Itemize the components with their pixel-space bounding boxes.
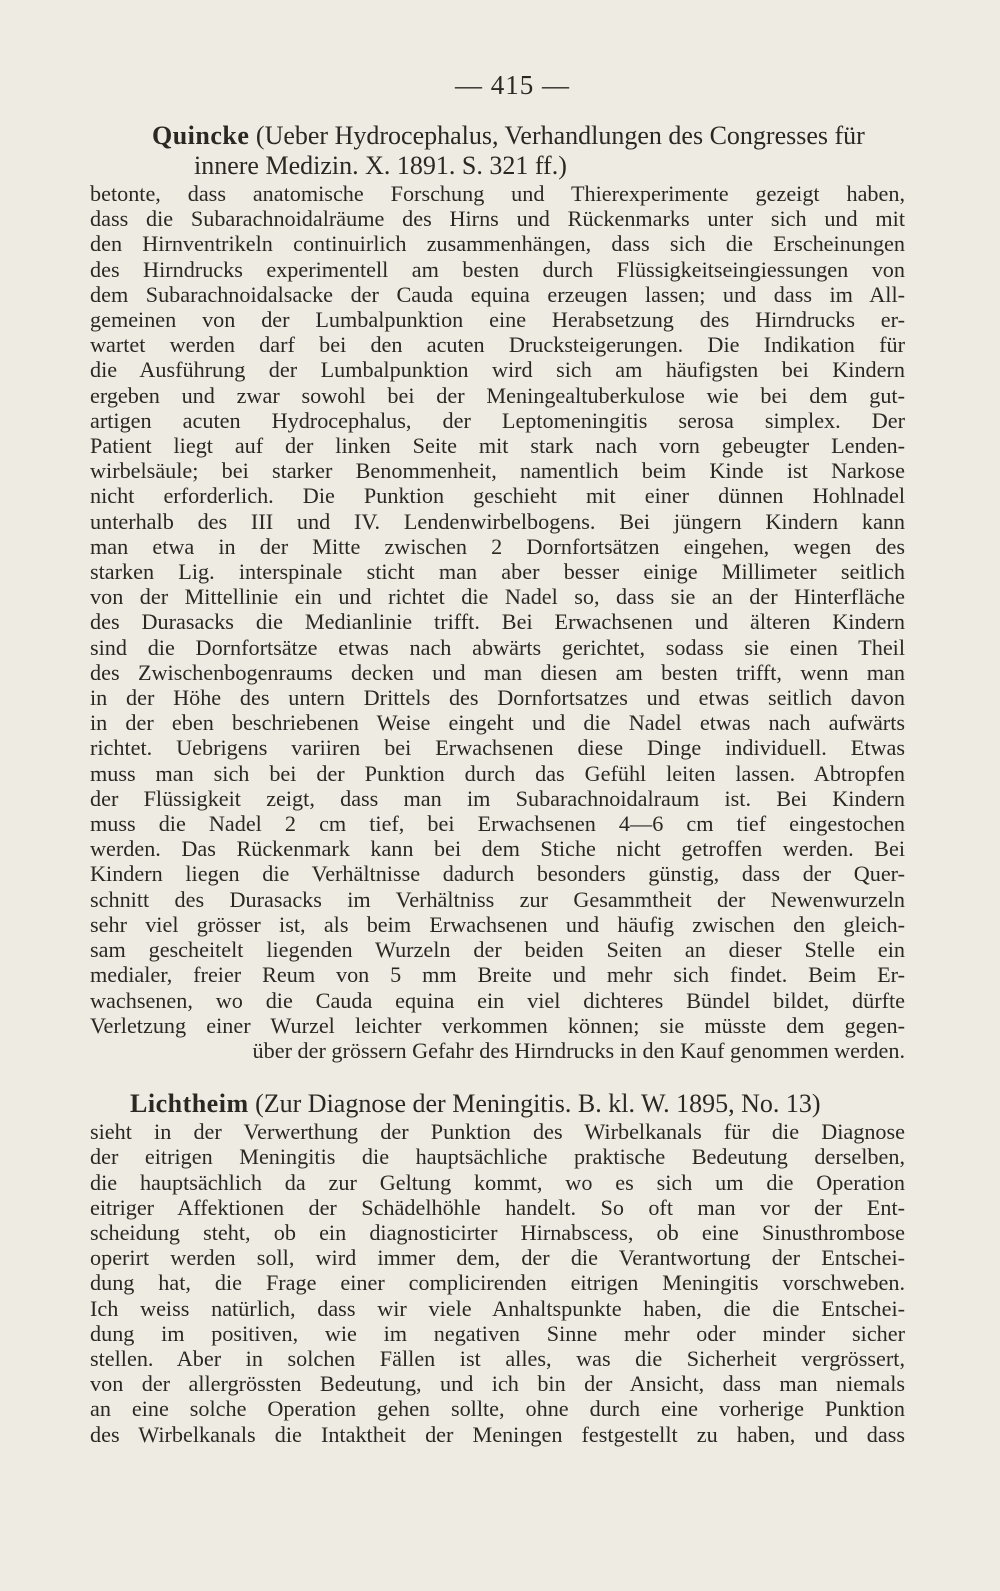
- text-line: des Wirbelkanals die Intaktheit der Meningen festgestellt zu haben, und dass: [90, 1421, 905, 1447]
- entry-body: [90, 1119, 905, 1447]
- entry-citation-continued: innere Medizin. X. 1891. S. 321 ff.): [194, 151, 567, 180]
- entry-citation: (Ueber Hydrocephalus, Verhandlungen des Congresses für: [249, 121, 865, 150]
- text-line: schnitt des Durasacks im Verhältniss zur Gesammtheit der Newenwurzeln: [90, 886, 905, 912]
- text-line: betonte, dass anatomische Forschung und Thierexperimente gezeigt haben,: [90, 181, 905, 206]
- entry-author: Lichtheim: [130, 1089, 249, 1119]
- text-line: stellen. Aber in solchen Fällen ist alles, was die Sicherheit vergrössert,: [90, 1345, 905, 1371]
- text-line: Kindern liegen die Verhältnisse dadurch besonders günstig, dass der Quer-: [90, 861, 905, 887]
- text-line: von der allergrössten Bedeutung, und ich bin der Ansicht, dass man niemals: [90, 1371, 905, 1397]
- text-line: des Hirndrucks experimentell am besten durch Flüssigkeitseingiessungen von: [90, 256, 905, 282]
- entry-body: [90, 181, 905, 1063]
- entry-heading: [90, 1089, 905, 1119]
- text-line: muss die Nadel 2 cm tief, bei Erwachsenen 4—6 cm tief eingestochen: [90, 811, 905, 837]
- text-line: sind die Dornfortsätze etwas nach abwärts gerichtet, sodass sie einen Theil: [90, 634, 905, 660]
- text-line: dem Subarachnoidalsacke der Cauda equina erzeugen lassen; und dass im All-: [90, 281, 905, 307]
- text-line: in der Höhe des untern Drittels des Dornfortsatzes und etwas seitlich davon: [90, 685, 905, 711]
- text-line: werden. Das Rückenmark kann bei dem Stiche nicht getroffen werden. Bei: [90, 836, 905, 862]
- text-line: nicht erforderlich. Die Punktion geschieht mit einer dünnen Hohlnadel: [90, 483, 905, 509]
- text-line: über der grössern Gefahr des Hirndrucks in den Kauf genommen werden.: [252, 1037, 905, 1063]
- text-line: gemeinen von der Lumbalpunktion eine Herabsetzung des Hirndrucks er-: [90, 307, 905, 333]
- text-line: Patient liegt auf der linken Seite mit stark nach vorn gebeugter Lenden-: [90, 433, 905, 459]
- entry-heading: [90, 121, 905, 181]
- text-line: artigen acuten Hydrocephalus, der Leptomeningitis serosa simplex. Der: [90, 407, 905, 433]
- text-line: von der Mittellinie ein und richtet die Nadel so, dass sie an der Hinterfläche: [90, 584, 905, 610]
- text-line: dung im positiven, wie im negativen Sinne mehr oder minder sicher: [90, 1320, 905, 1346]
- text-line: medialer, freier Reum von 5 mm Breite und mehr sich findet. Beim Er-: [90, 962, 905, 988]
- text-line: ergeben und zwar sowohl bei der Meningealtuberkulose wie bei dem gut-: [90, 382, 905, 408]
- text-line: der eitrigen Meningitis die hauptsächliche praktische Bedeutung derselben,: [90, 1144, 905, 1170]
- text-line: scheidung steht, ob ein diagnosticirter Hirnabscess, ob eine Sinusthrombose: [90, 1219, 905, 1245]
- text-line: muss man sich bei der Punktion durch das Gefühl leiten lassen. Abtropfen: [90, 760, 905, 786]
- text-line: starken Lig. interspinale sticht man aber besser einige Millimeter seitlich: [90, 559, 905, 585]
- text-line: die hauptsächlich da zur Geltung kommt, wo es sich um die Operation: [90, 1169, 905, 1195]
- text-line: den Hirnventrikeln continuirlich zusammenhängen, dass sich die Erscheinungen: [90, 231, 905, 257]
- text-line: wachsenen, wo die Cauda equina ein viel dichteres Bündel bildet, dürfte: [90, 987, 905, 1013]
- text-line: richtet. Uebrigens variiren bei Erwachsenen diese Dinge individuell. Etwas: [90, 735, 905, 761]
- entry-citation: (Zur Diagnose der Meningitis. B. kl. W. 1895, No. 13): [248, 1089, 821, 1119]
- text-line: des Zwischenbogenraums decken und man diesen am besten trifft, wenn man: [90, 659, 905, 685]
- text-line: sieht in der Verwerthung der Punktion des Wirbelkanals für die Diagnose: [90, 1119, 905, 1145]
- page-number: — 415 —: [455, 70, 570, 100]
- text-line: wirbelsäule; bei starker Benommenheit, namentlich beim Kinde ist Narkose: [90, 458, 905, 484]
- text-line: unterhalb des III und IV. Lendenwirbelbogens. Bei jüngern Kindern kann: [90, 508, 905, 534]
- text-line: wartet werden darf bei den acuten Drucksteigerungen. Die Indikation für: [90, 332, 905, 358]
- text-line: Verletzung einer Wurzel leichter verkommen können; sie müsste dem gegen-: [90, 1012, 905, 1038]
- entry-quincke: [90, 121, 905, 1063]
- text-line: operirt werden soll, wird immer dem, der die Verantwortung der Entschei-: [90, 1245, 905, 1271]
- entry-lichtheim: [90, 1089, 905, 1447]
- entry-author: Quincke: [152, 121, 250, 150]
- text-line: in der eben beschriebenen Weise eingeht und die Nadel etwas nach aufwärts: [90, 710, 905, 736]
- text-line: Ich weiss natürlich, dass wir viele Anhaltspunkte haben, die die Entschei-: [90, 1295, 905, 1321]
- text-line: an eine solche Operation gehen sollte, ohne durch eine vorherige Punktion: [90, 1396, 905, 1422]
- text-line: der Flüssigkeit zeigt, dass man im Subarachnoidalraum ist. Bei Kindern: [90, 785, 905, 811]
- text-line: dung hat, die Frage einer complicirenden eitrigen Meningitis vorschweben.: [90, 1270, 905, 1296]
- text-line: sam gescheitelt liegenden Wurzeln der beiden Seiten an dieser Stelle ein: [90, 937, 905, 963]
- text-line: dass die Subarachnoidalräume des Hirns und Rückenmarks unter sich und mit: [90, 206, 905, 232]
- text-line: die Ausführung der Lumbalpunktion wird sich am häufigsten bei Kindern: [90, 357, 905, 383]
- text-line: des Durasacks die Medianlinie trifft. Bei Erwachsenen und älteren Kindern: [90, 609, 905, 635]
- text-line: eitriger Affektionen der Schädelhöhle handelt. So oft man vor der Ent-: [90, 1194, 905, 1220]
- text-line: man etwa in der Mitte zwischen 2 Dornfortsätzen eingehen, wegen des: [90, 533, 905, 559]
- text-line: sehr viel grösser ist, als beim Erwachsenen und häufig zwischen den gleich-: [90, 911, 905, 937]
